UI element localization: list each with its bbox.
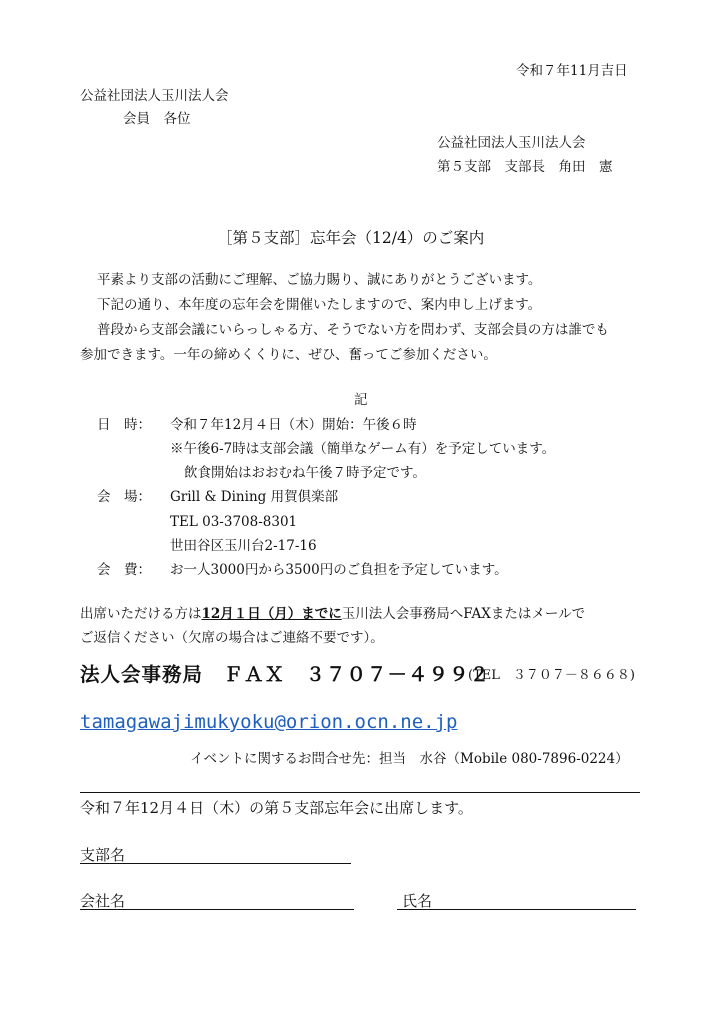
rsvp-pre: 出席いただける方は [80, 606, 202, 622]
rsvp-line-2: ご返信ください（欠席の場合はご連絡不要です）。 [80, 630, 384, 646]
body-paragraph-3-line2: 参加できます。一年の締めくくりに、ぜひ、奮ってご参加ください。 [80, 347, 497, 363]
recipient-members: 会員 各位 [123, 111, 191, 127]
body-paragraph-2: 下記の通り、本年度の忘年会を開催いたしますので、案内申し上げます。 [97, 297, 542, 313]
name-label: 氏名 [402, 892, 433, 910]
email-link[interactable]: tamagawajimukyoku@orion.ocn.ne.jp [80, 711, 458, 733]
rsvp-line-1 [80, 606, 585, 622]
datetime-value: 令和７年12月４日（木）開始：午後６時 [170, 417, 417, 433]
rsvp-deadline: 12月１日（月）までに [201, 606, 342, 622]
company-field-line[interactable] [80, 909, 354, 910]
page-title: ［第５支部］忘年会（12/4）のご案内 [217, 229, 485, 247]
datetime-label: 日 時： [97, 417, 151, 433]
branch-field-line[interactable] [80, 863, 351, 864]
fee-label: 会 費： [97, 562, 151, 578]
name-field-line[interactable] [397, 909, 636, 910]
venue-label: 会 場： [97, 489, 151, 505]
datetime-note-2: 飲食開始はおおむね午後７時予定です。 [184, 465, 426, 481]
form-divider [80, 792, 640, 793]
body-paragraph-3-line1: 普段から支部会議にいらっしゃる方、そうでない方を問わず、支部会員の方は誰でも [97, 322, 609, 338]
tel-number: (TEL ３７０７－８６６８) [468, 668, 635, 683]
sender-name: 第５支部 支部長 角田 憲 [437, 159, 613, 175]
inquiry-contact: イベントに関するお問合せ先：担当 水谷（Mobile 080-7896-0224） [190, 751, 629, 767]
fee-value: お一人3000円から3500円のご負担を予定しています。 [170, 562, 508, 578]
venue-address: 世田谷区玉川台2-17-16 [170, 538, 317, 554]
company-label: 会社名 [80, 892, 126, 910]
sender-org: 公益社団法人玉川法人会 [437, 135, 586, 151]
fax-number: 法人会事務局 ＦＡＸ ３７０７－４９９２ [80, 663, 491, 686]
rsvp-post: 玉川法人会事務局へFAXまたはメールで [341, 606, 586, 622]
ki-marker: 記 [354, 392, 368, 408]
branch-label: 支部名 [80, 846, 126, 864]
venue-name: Grill & Dining 用賀倶楽部 [170, 489, 339, 505]
venue-tel: TEL 03-3708-8301 [170, 514, 298, 530]
body-paragraph-1: 平素より支部の活動にご理解、ご協力賜り、誠にありがとうございます。 [97, 272, 542, 288]
recipient-org: 公益社団法人玉川法人会 [80, 88, 229, 104]
attendance-statement: 令和７年12月４日（木）の第５支部忘年会に出席します。 [80, 799, 473, 817]
issue-date: 令和７年11月吉日 [516, 63, 628, 79]
datetime-note-1: ※午後6-7時は支部会議（簡単なゲーム有）を予定しています。 [170, 441, 556, 457]
